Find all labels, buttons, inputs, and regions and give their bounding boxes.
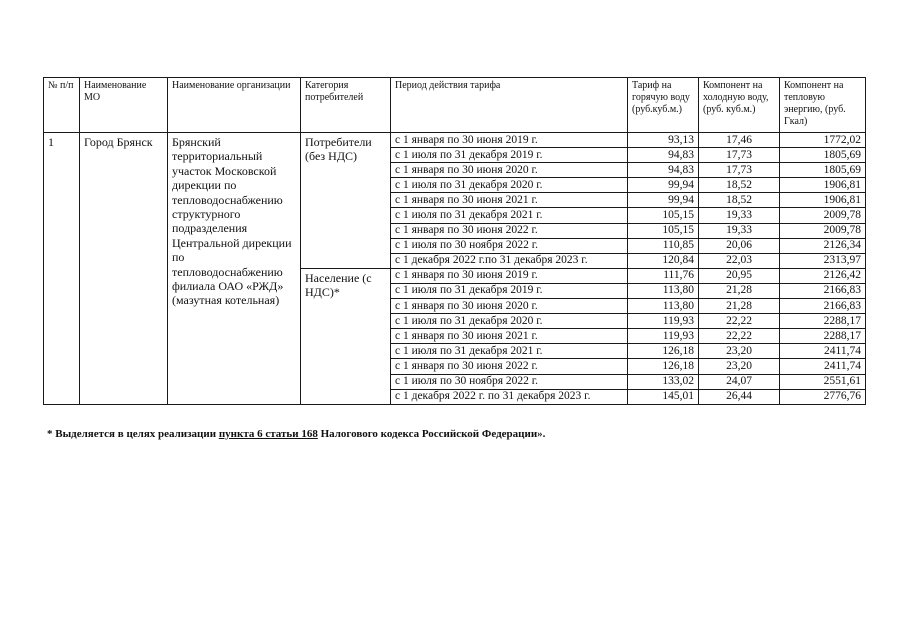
footnote-prefix: * Выделяется в целях реализации: [47, 428, 219, 440]
hot-water-tariff: 94,83: [628, 163, 699, 178]
heat-energy-component: 2166,83: [780, 283, 866, 298]
tariff-period: с 1 января по 30 июня 2020 г.: [391, 163, 628, 178]
hot-water-tariff: 93,13: [628, 133, 699, 148]
cold-water-component: 19,33: [699, 208, 780, 223]
hot-water-tariff: 110,85: [628, 238, 699, 253]
hot-water-tariff: 113,80: [628, 283, 699, 298]
cold-water-component: 18,52: [699, 193, 780, 208]
tariff-period: с 1 января по 30 июня 2019 г.: [391, 268, 628, 283]
hot-water-tariff: 126,18: [628, 344, 699, 359]
hot-water-tariff: 99,94: [628, 178, 699, 193]
header-heat-energy: Компонент на тепловую энергию, (руб. Гкал): [780, 78, 866, 133]
heat-energy-component: 2551,61: [780, 374, 866, 389]
cold-water-component: 20,06: [699, 238, 780, 253]
tariff-period: с 1 января по 30 июня 2021 г.: [391, 329, 628, 344]
cold-water-component: 22,22: [699, 314, 780, 329]
hot-water-tariff: 120,84: [628, 253, 699, 268]
header-org: Наименование организации: [168, 78, 301, 133]
heat-energy-component: 1772,02: [780, 133, 866, 148]
tariff-period: с 1 января по 30 июня 2022 г.: [391, 359, 628, 374]
tariff-period: с 1 января по 30 июня 2021 г.: [391, 193, 628, 208]
tariff-period: с 1 июля по 31 декабря 2020 г.: [391, 314, 628, 329]
cold-water-component: 17,73: [699, 148, 780, 163]
header-mo: Наименование МО: [80, 78, 168, 133]
hot-water-tariff: 133,02: [628, 374, 699, 389]
tariff-period: с 1 июля по 31 декабря 2019 г.: [391, 283, 628, 298]
cold-water-component: 26,44: [699, 389, 780, 404]
heat-energy-component: 1805,69: [780, 148, 866, 163]
heat-energy-component: 2009,78: [780, 223, 866, 238]
hot-water-tariff: 105,15: [628, 208, 699, 223]
cold-water-component: 24,07: [699, 374, 780, 389]
tariff-period: с 1 декабря 2022 г. по 31 декабря 2023 г.: [391, 389, 628, 404]
heat-energy-component: 2166,83: [780, 299, 866, 314]
cold-water-component: 20,95: [699, 268, 780, 283]
consumer-category: Потребители (без НДС): [301, 133, 391, 269]
hot-water-tariff: 126,18: [628, 359, 699, 374]
heat-energy-component: 2126,34: [780, 238, 866, 253]
heat-energy-component: 2776,76: [780, 389, 866, 404]
cold-water-component: 22,03: [699, 253, 780, 268]
heat-energy-component: 1906,81: [780, 178, 866, 193]
heat-energy-component: 2126,42: [780, 268, 866, 283]
tariff-period: с 1 июля по 30 ноября 2022 г.: [391, 374, 628, 389]
tariff-period: с 1 января по 30 июня 2022 г.: [391, 223, 628, 238]
heat-energy-component: 2411,74: [780, 359, 866, 374]
cold-water-component: 23,20: [699, 344, 780, 359]
heat-energy-component: 1805,69: [780, 163, 866, 178]
hot-water-tariff: 105,15: [628, 223, 699, 238]
tariff-period: с 1 июля по 31 декабря 2020 г.: [391, 178, 628, 193]
header-period: Период действия тарифа: [391, 78, 628, 133]
heat-energy-component: 2009,78: [780, 208, 866, 223]
municipality-name: Город Брянск: [80, 133, 168, 405]
hot-water-tariff: 99,94: [628, 193, 699, 208]
header-cold-water: Компонент на холодную воду, (руб. куб.м.): [699, 78, 780, 133]
consumer-category: Население (с НДС)*: [301, 268, 391, 404]
tariff-table: [43, 77, 866, 405]
header-hot-water: Тариф на горячую воду (руб.куб.м.): [628, 78, 699, 133]
table-header: [44, 78, 866, 133]
cold-water-component: 17,73: [699, 163, 780, 178]
cold-water-component: 17,46: [699, 133, 780, 148]
row-number: 1: [44, 133, 80, 405]
footnote-law-link[interactable]: пункта 6 статьи 168: [218, 428, 318, 440]
cold-water-component: 22,22: [699, 329, 780, 344]
footnote-suffix: Налогового кодекса Российской Федерации».: [317, 428, 546, 440]
heat-energy-component: 2288,17: [780, 329, 866, 344]
table-body: [44, 133, 866, 405]
heat-energy-component: 1906,81: [780, 193, 866, 208]
table-row: [44, 133, 866, 148]
hot-water-tariff: 119,93: [628, 314, 699, 329]
tariff-period: с 1 января по 30 июня 2020 г.: [391, 299, 628, 314]
header-num: № п/п: [44, 78, 80, 133]
hot-water-tariff: 119,93: [628, 329, 699, 344]
footnote: [47, 428, 545, 440]
cold-water-component: 21,28: [699, 283, 780, 298]
cold-water-component: 19,33: [699, 223, 780, 238]
header-category: Категория потребителей: [301, 78, 391, 133]
tariff-period: с 1 июля по 30 ноября 2022 г.: [391, 238, 628, 253]
tariff-period: с 1 декабря 2022 г.по 31 декабря 2023 г.: [391, 253, 628, 268]
cold-water-component: 23,20: [699, 359, 780, 374]
heat-energy-component: 2411,74: [780, 344, 866, 359]
cold-water-component: 21,28: [699, 299, 780, 314]
hot-water-tariff: 111,76: [628, 268, 699, 283]
hot-water-tariff: 113,80: [628, 299, 699, 314]
tariff-period: с 1 июля по 31 декабря 2021 г.: [391, 344, 628, 359]
organization-name: Брянский территориальный участок Московской дирекции по тепловодоснабжению структурного подразделения Центральной дирекции по тепловодоснабжению филиала ОАО «РЖД» (мазутная котельная): [168, 133, 301, 405]
heat-energy-component: 2313,97: [780, 253, 866, 268]
heat-energy-component: 2288,17: [780, 314, 866, 329]
hot-water-tariff: 94,83: [628, 148, 699, 163]
tariff-period: с 1 июля по 31 декабря 2019 г.: [391, 148, 628, 163]
cold-water-component: 18,52: [699, 178, 780, 193]
tariff-period: с 1 июля по 31 декабря 2021 г.: [391, 208, 628, 223]
tariff-period: с 1 января по 30 июня 2019 г.: [391, 133, 628, 148]
hot-water-tariff: 145,01: [628, 389, 699, 404]
